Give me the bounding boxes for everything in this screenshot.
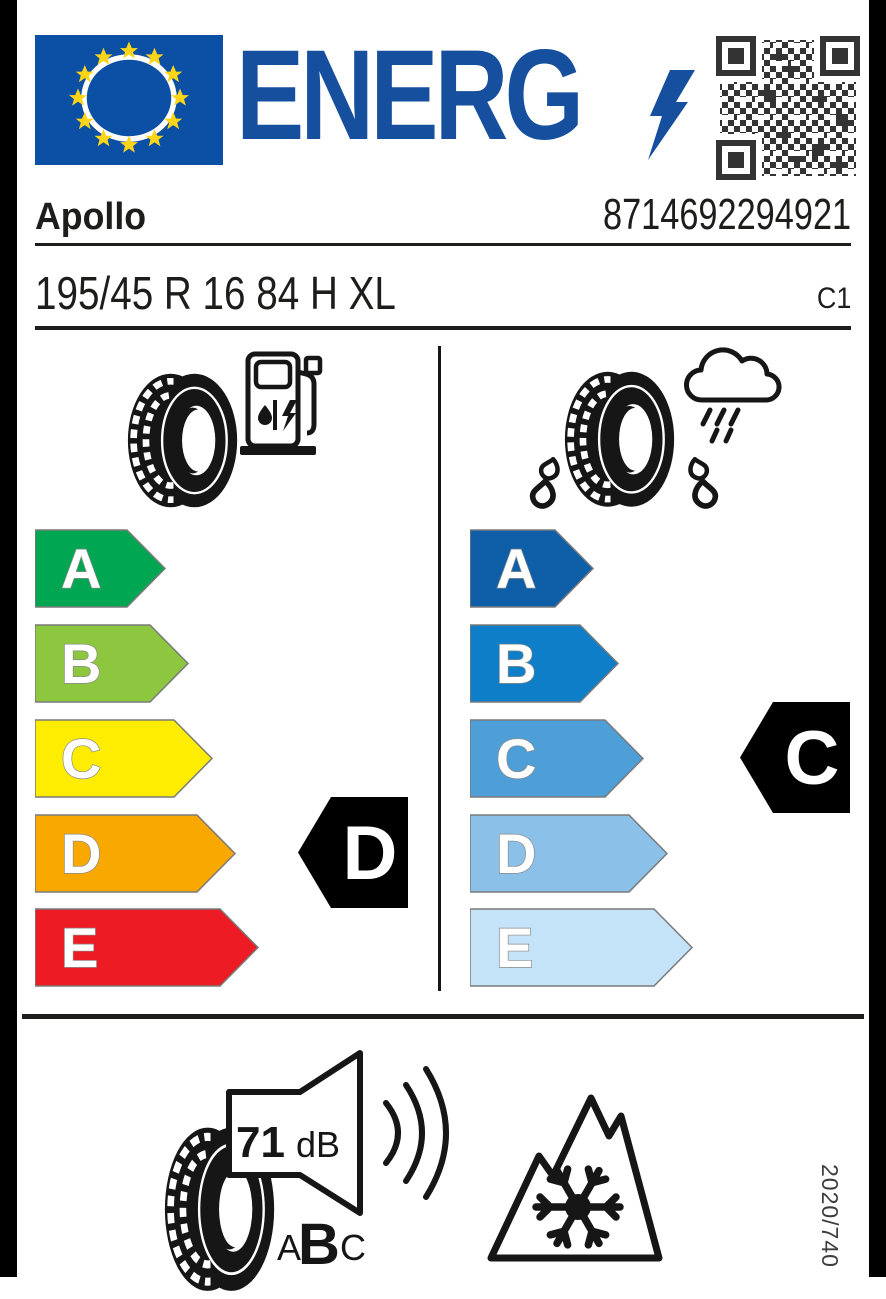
tire-noise-speaker-icon — [150, 1045, 460, 1299]
fuel-class-a-label: A — [61, 537, 102, 600]
noise-class-option-c: C — [340, 1227, 366, 1268]
fuel-class-b-label: B — [61, 632, 102, 695]
wet-class-b-arrow — [470, 625, 618, 702]
tyre-class-text: C1 — [816, 282, 851, 315]
divider-line-size — [35, 326, 851, 330]
tire-rain-cloud-icon — [520, 338, 800, 520]
wet-grip-rating: C — [784, 716, 840, 801]
fuel-class-c-label: C — [61, 727, 102, 790]
energy-logo-text: ENERG — [236, 24, 581, 167]
brand-name — [35, 196, 153, 239]
fuel-efficiency-rating: D — [342, 811, 398, 896]
noise-value: 71 — [236, 1118, 285, 1167]
eu-flag-icon — [35, 35, 223, 165]
fuel-class-e-label: E — [61, 916, 99, 979]
tyre-size-text: 195/45 R 16 84 H XL — [35, 267, 396, 319]
brand-text: Apollo — [35, 196, 147, 238]
fuel-efficiency-rating-marker — [298, 797, 408, 908]
tyre-class — [813, 282, 851, 316]
vertical-divider — [438, 346, 441, 991]
wet-class-c-label: C — [496, 727, 537, 790]
fuel-efficiency-scale — [35, 528, 265, 988]
wet-class-e-label: E — [496, 916, 534, 979]
sound-waves-icon — [386, 1069, 446, 1197]
right-border — [869, 0, 886, 1277]
wet-grip-scale — [470, 528, 700, 988]
wet-grip-rating-marker — [740, 702, 850, 813]
tire-fuel-pump-icon — [118, 340, 333, 515]
snowflake-mountain-icon — [483, 1088, 667, 1266]
divider-line-bottom — [22, 1014, 864, 1019]
ean-number — [533, 190, 851, 240]
wet-class-d-label: D — [496, 822, 537, 885]
wet-class-b-label: B — [496, 632, 537, 695]
fuel-class-b-arrow — [35, 625, 188, 702]
qr-code — [716, 36, 860, 180]
regulation-number: 2020/740 — [817, 1164, 843, 1268]
ean-text: 8714692294921 — [602, 190, 851, 239]
noise-class-option-a: A — [277, 1227, 302, 1268]
divider-line-top — [35, 243, 851, 246]
energy-logo — [236, 24, 666, 167]
lightning-bolt-icon — [640, 70, 708, 160]
fuel-class-d-label: D — [61, 822, 102, 885]
tyre-size-designation — [35, 266, 465, 320]
noise-unit: dB — [296, 1124, 341, 1165]
left-border — [0, 0, 17, 1277]
noise-class-rating: B — [298, 1212, 340, 1277]
wet-class-a-label: A — [496, 537, 537, 600]
